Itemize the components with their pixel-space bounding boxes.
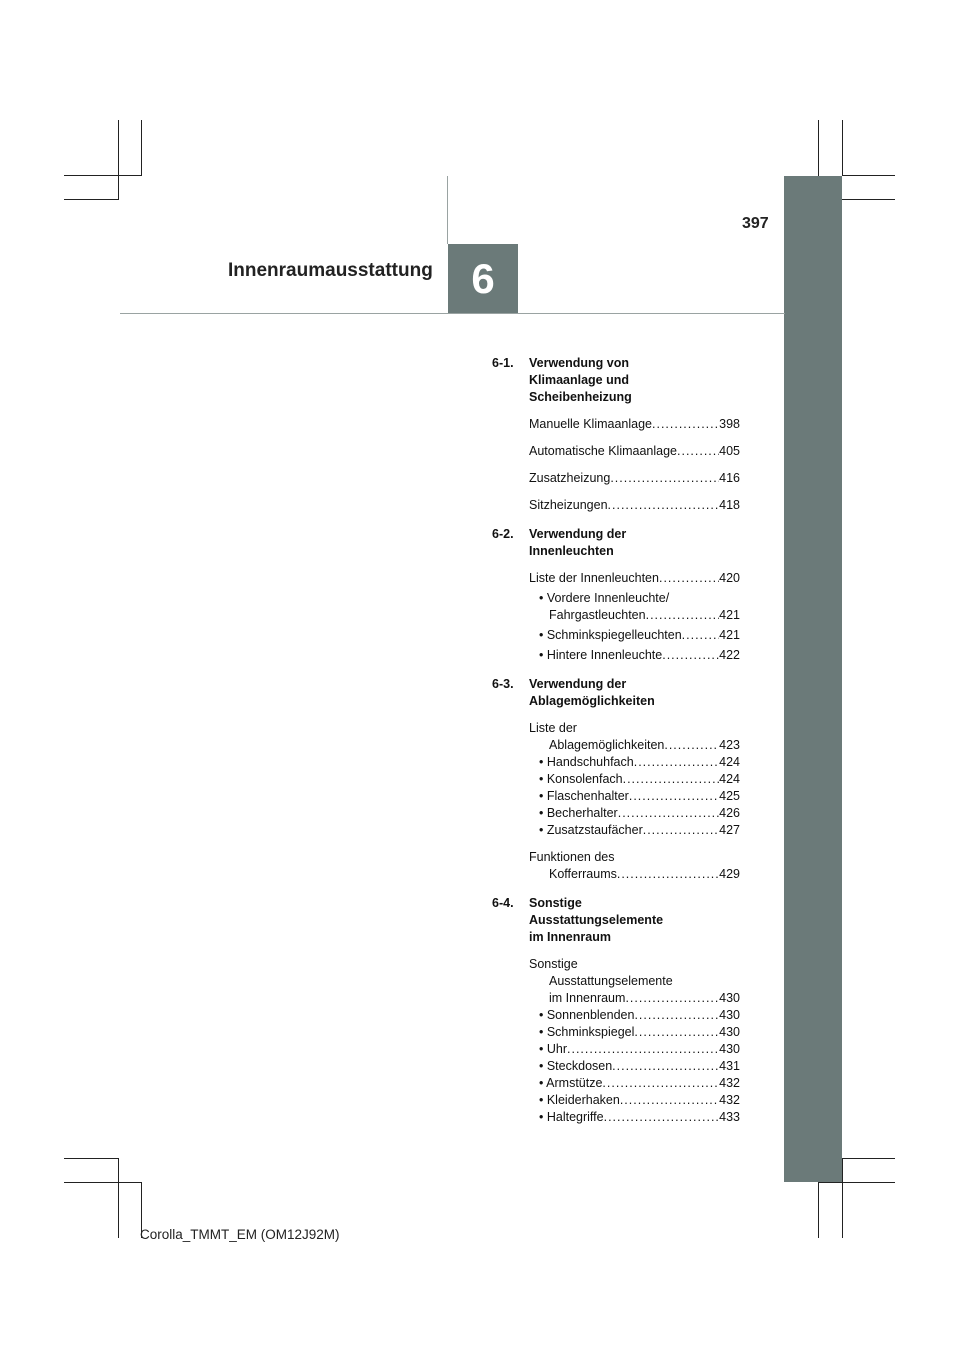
header-divider <box>447 176 448 244</box>
crop-mark <box>842 175 895 176</box>
section-title: Verwendung von Klimaanlage und Scheibenheizung <box>529 356 632 404</box>
crop-mark <box>141 120 142 175</box>
footer-document-id: Corolla_TMMT_EM (OM12J92M) <box>140 1227 340 1242</box>
chapter-title: Innenraumausstattung <box>228 260 433 281</box>
toc-entry[interactable]: Sitzheizungen ..... 418 <box>529 497 740 514</box>
crop-mark <box>118 120 119 200</box>
toc-subentry[interactable]: • Steckdosen ..... 431 <box>529 1058 740 1075</box>
page-number: 397 <box>742 215 769 232</box>
section-number: 6-4. <box>492 896 514 910</box>
toc-section-heading[interactable] <box>492 895 740 946</box>
toc-entry[interactable]: Sonstige Ausstattungselemente im Innenraum ..... 430 <box>529 956 740 1007</box>
crop-mark <box>842 1158 843 1238</box>
crop-mark <box>64 199 119 200</box>
toc-subentry[interactable]: • Kleiderhaken ..... 432 <box>529 1092 740 1109</box>
crop-mark <box>818 1182 819 1238</box>
crop-mark <box>842 1158 895 1159</box>
section-number: 6-1. <box>492 356 514 370</box>
toc-entry[interactable]: Liste der Innenleuchten ..... 420 <box>529 570 740 587</box>
section-title: Verwendung der Ablagemöglichkeiten <box>529 677 655 708</box>
crop-mark <box>842 120 843 175</box>
toc-subentry[interactable]: • Haltegriffe ..... 433 <box>529 1109 740 1126</box>
chapter-number-box <box>448 244 518 314</box>
toc-section-heading[interactable] <box>492 526 740 560</box>
chapter-side-tab <box>784 176 842 1182</box>
toc-subentry[interactable]: • Flaschenhalter ..... 425 <box>529 788 740 805</box>
toc-subentry[interactable]: • Sonnenblenden ..... 430 <box>529 1007 740 1024</box>
toc-subentry[interactable]: • Hintere Innenleuchte ..... 422 <box>529 647 740 664</box>
toc-entry[interactable]: Manuelle Klimaanlage ..... 398 <box>529 416 740 433</box>
toc-section-heading[interactable] <box>492 355 740 406</box>
toc-entry[interactable]: Funktionen des Kofferraums ..... 429 <box>529 849 740 883</box>
table-of-contents <box>492 355 740 1126</box>
toc-subentry[interactable]: • Uhr ..... 430 <box>529 1041 740 1058</box>
toc-subentry[interactable]: • Becherhalter ..... 426 <box>529 805 740 822</box>
toc-section-heading[interactable] <box>492 676 740 710</box>
section-title: Sonstige Ausstattungselemente im Innenraum <box>529 896 664 944</box>
toc-subentry[interactable]: • Vordere Innenleuchte/ Fahrgastleuchten ..... 421 <box>529 590 740 624</box>
toc-entry[interactable]: Liste der Ablagemöglichkeiten ..... 423 <box>529 720 740 754</box>
chapter-number: 6 <box>471 255 495 302</box>
crop-mark <box>64 1158 119 1159</box>
toc-entry[interactable]: Zusatzheizung ..... 416 <box>529 470 740 487</box>
toc-subentry[interactable]: • Schminkspiegel ..... 430 <box>529 1024 740 1041</box>
toc-entry[interactable]: Automatische Klimaanlage ..... 405 <box>529 443 740 460</box>
crop-mark <box>118 1158 119 1238</box>
toc-subentry[interactable]: • Konsolenfach ..... 424 <box>529 771 740 788</box>
toc-subentry[interactable]: • Armstütze ..... 432 <box>529 1075 740 1092</box>
section-number: 6-3. <box>492 677 514 691</box>
section-number: 6-2. <box>492 527 514 541</box>
toc-subentry[interactable]: • Zusatzstaufächer ..... 427 <box>529 822 740 839</box>
crop-mark <box>64 175 142 176</box>
crop-mark <box>64 1182 142 1183</box>
section-title: Verwendung der Innenleuchten <box>529 527 627 558</box>
header-rule <box>120 313 785 314</box>
toc-subentry[interactable]: • Schminkspiegelleuchten ..... 421 <box>529 627 740 644</box>
toc-subentry[interactable]: • Handschuhfach ..... 424 <box>529 754 740 771</box>
crop-mark <box>818 1182 895 1183</box>
